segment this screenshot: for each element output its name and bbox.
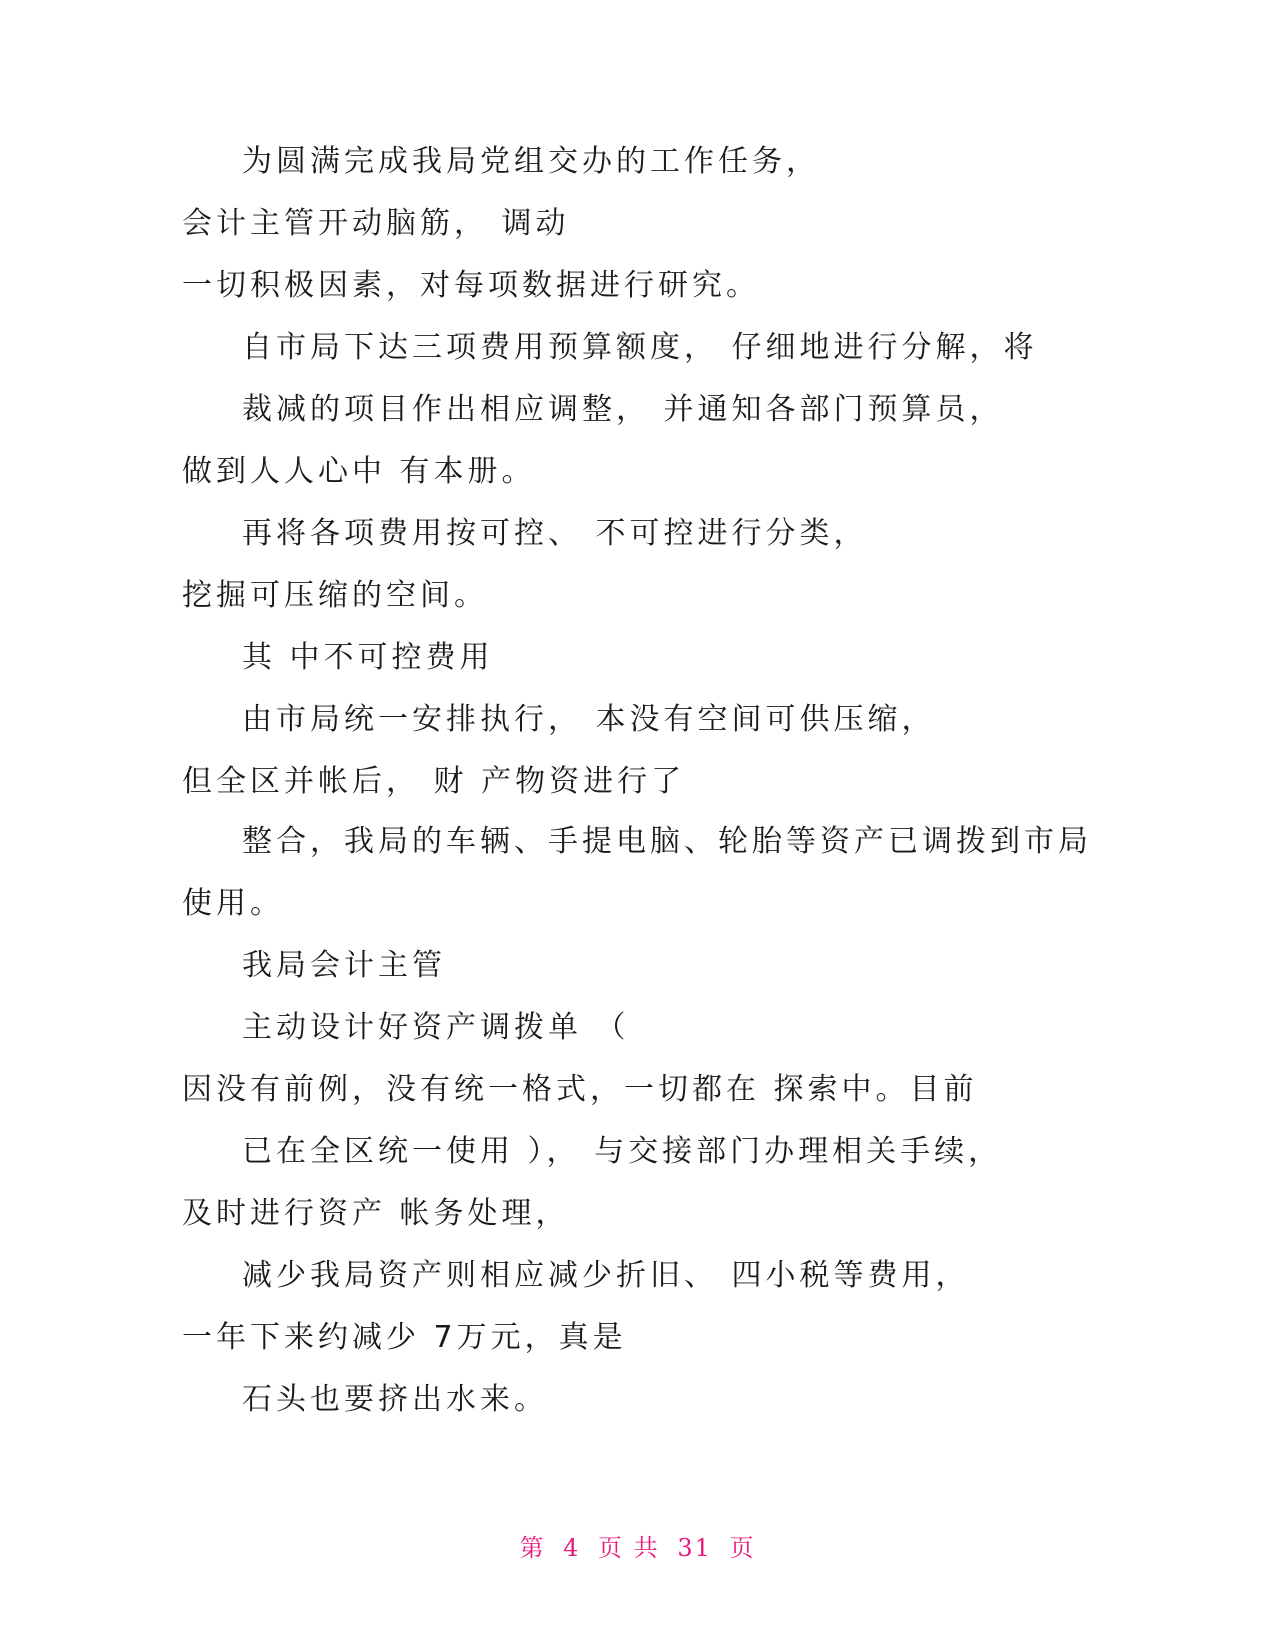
text-line: 挖掘可压缩的空间。 [182,578,488,613]
text-line: 由市局统一安排执行， 本没有空间可供压缩， [242,702,936,737]
text-line: 会计主管开动脑筋， 调动 [182,206,570,241]
text-line: 裁减的项目作出相应调整， 并通知各部门预算员， [242,392,1004,427]
text-line: 主动设计好资产调拨单 （ [242,1010,630,1045]
text-line: 一年下来约减少 7万元，真是 [182,1320,627,1355]
text-line: 做到人人心中 有本册。 [182,454,536,489]
page-footer [0,1528,1275,1563]
text-line: 减少我局资产则相应减少折旧、 四小税等费用， [242,1258,970,1293]
footer-total-pages: 31 [677,1534,712,1562]
footer-page-number: 4 [563,1534,581,1562]
text-line: 使用。 [182,886,284,921]
footer-middle: 页 共 [598,1534,660,1562]
text-line: 一切积极因素，对每项数据进行研究。 [182,268,760,303]
footer-prefix: 第 [519,1534,546,1562]
text-line: 再将各项费用按可控、 不可控进行分类， [242,516,868,551]
text-line: 自市局下达三项费用预算额度， 仔细地进行分解，将 [242,330,1038,365]
text-line: 但全区并帐后， 财 产物资进行了 [182,764,686,799]
text-line: 整合，我局的车辆、手提电脑、轮胎等资产已调拨到市局 [242,824,1092,859]
text-line: 我局会计主管 [242,948,446,983]
text-line: 为圆满完成我局党组交办的工作任务， [242,144,820,179]
footer-suffix: 页 [729,1534,756,1562]
text-line: 已在全区统一使用 ）， 与交接部门办理相关手续， [242,1134,1003,1169]
text-line: 因没有前例，没有统一格式，一切都在 探索中。目前 [182,1072,978,1107]
text-line: 石头也要挤出水来。 [242,1382,548,1417]
text-line: 其 中不可控费用 [242,640,494,675]
text-line: 及时进行资产 帐务处理， [182,1196,570,1231]
